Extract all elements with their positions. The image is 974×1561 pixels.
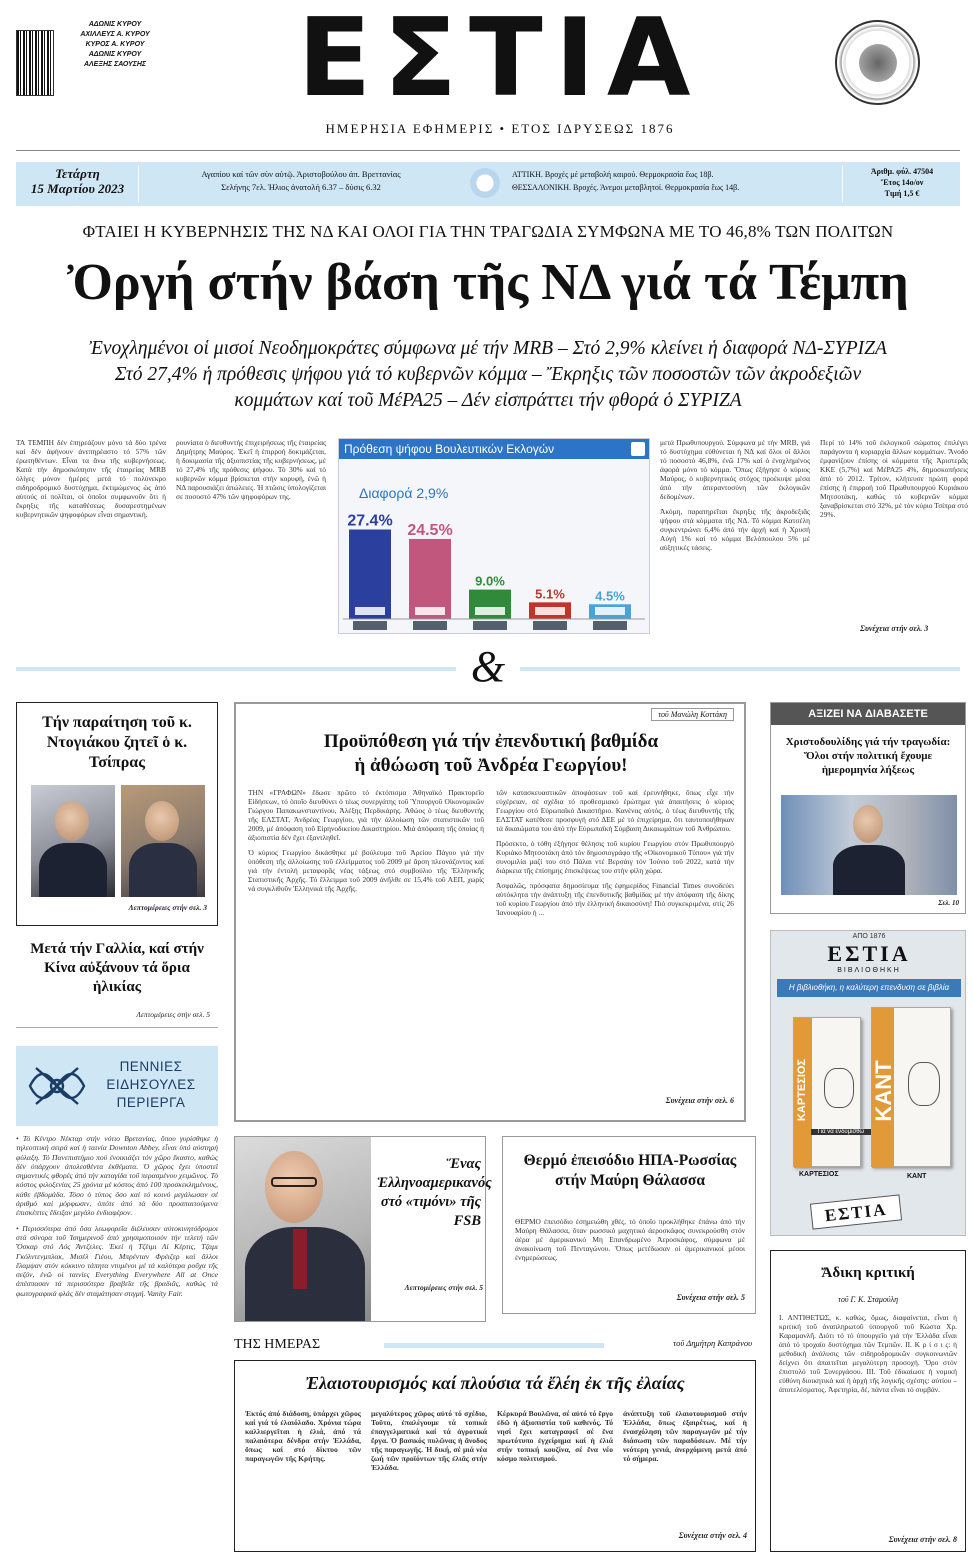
bar-value-label: 27.4%	[347, 512, 393, 530]
book-kant-title: ΚΑΝΤ	[871, 1060, 896, 1122]
barcode	[16, 30, 54, 96]
lead-column-4: Περί τό 14% τοῦ ἐκλογικοῦ σώματος ἐπιλέγει παράγοντα ἡ κυριαρχία ἄλλων κομμάτων. Ἄνοδο ἐμφανίζουν ἐπίσης οἱ κόμματα τῆς Ἀριστερᾶς ΚΚΕ (5,7%) καί ΜέΡΑ25 4%, δημοσκοπήσεις ἀπό τό 2012. Τρίτον, κλήτευσε πρώτη φορά ἐπίσης ἡ ἐπιρροή τοῦ Πρωθυπουργού Κυριάκου Μητσοτάκη, καθώς τό κυβερνῶν κόμμα ξαναβρίσκεται στό 32%, μέ τόν κύριο Τσίπρα στό 29%.	[820, 438, 968, 519]
lead-column-2: ρουνίατα ὁ διευθυντής ἐπιχειρήσεως τῆς ἑταιρείας Δημήτρης Μαύρος. Ἐκεῖ ἡ ἐπιρροή δοκιμάζεται, ἡ δοκιμασία τῆς ἀξιοπιστίας τῆς κυβερνήσεως, μέ τό 27,4% τῆς πρόθεσις ψήφου. Τό 30% καί τό κυβερνῶν κόμμα βρίσκεται στήν κορυφή, ἐνῶ ἡ ΝΔ παρουσιάζει ἀπώλειες. Ἡ πτῶσις ὑπολογίζεται σε ποσοστό 47% τῶν ψηφοφόρων της.	[176, 438, 326, 501]
book-descartes	[793, 1017, 861, 1167]
bar-tag	[353, 621, 387, 630]
bar-tag	[413, 621, 447, 630]
chart-annotation: Διαφορά 2,9%	[359, 485, 449, 501]
bar-value-label: 24.5%	[407, 521, 453, 539]
tis-imeras-byline: τοῦ Δημήτρη Καπράνου	[673, 1338, 752, 1348]
tis-imeras-box	[234, 1360, 756, 1552]
photo-fsb-chairman	[235, 1137, 371, 1321]
founder-name: ΑΔΩΝΙΣ ΚΥΡΟΥ	[88, 51, 142, 58]
tis-imeras-col-3: Κέρκυρά Βουλῶνα, σέ αὐτό τό ἔργο ἐδῶ ἡ ἀξιοπιστία τοῦ καθενός. Τό νησί ἔχει καταγραφεῖ σέ ἕνα πρωτότυπο ἐγχείρημα καί ἡ ἐλιά στήν τοπική κουζίνα, σέ ἕνα νέο κόσμο πολιτισμού.	[497, 1409, 613, 1463]
founder-name: ΑΔΩΝΙΣ ΚΥΡΟΥ	[88, 21, 142, 28]
fsb-note: Λεπτομέρειες στήν σελ. 5	[404, 1283, 483, 1292]
must-read-box	[770, 702, 966, 914]
saints-day: Αγαπίου καί τῶν σὺν αὐτῷ. Άριστοβούλου άπ. Βρεττανίας Σελήνης 7ελ. Ήλιος ἀνατολή 6.37 – δύσις 6.32	[201, 169, 401, 192]
book-descartes-small: ΚΑΡΤΕΣΙΟΣ	[799, 1171, 839, 1178]
pennies-title: ΠΕΝΝΙΕΣ ΕΙΔΗΣΟΥΛΕΣ ΠΕΡΙΕΡΓΑ	[106, 1059, 196, 1110]
tis-imeras-header	[234, 1336, 756, 1354]
chart-title-bar	[339, 439, 649, 459]
founder-name: ΑΛΕΞΗΣ ΣΑΟΥΣΗΣ	[83, 61, 147, 68]
lead-column-1: ΤΑ ΤΕΜΠΗ δέν ἐπηρεάζουν μόνο τά δύο τρένα καί δέν ἀφήνουν ἀνεπηρέαστο τό 57% τῶν ἐρωτηθέντων. Εἶναι τα ἄνω τῆς κυβερνήσεως. Κατά τήν δημοσκόπησιν τῆς ἑταιρείας MRB ὀλίγες μόνον ἡμέρες μετά τό πολύνεκρο σιδηροδρομικό δυστύχημα, ἐκτιμώμενος ὡς ἀπό αὐτούς οἱ πολῖται, οἱ ὁποῖοι συμφωνοῦν ὅτι ἡ ἔκρηξις τῆς καταθέσεως δυσαρεστημένων κυβερνητικῶν ψηφοφόρων εἶναι σημαντική.	[16, 438, 166, 519]
main-story-byline: τοῦ Μανώλη Κοττάκη	[651, 708, 734, 721]
bar-tag	[533, 621, 567, 630]
lead-kicker: ΦΤΑΙΕΙ Η ΚΥΒΕΡΝΗΣΙΣ ΤΗΣ ΝΔ ΚΑΙ ΟΛΟΙ ΓΙΑ ΤΗΝ ΤΡΑΓΩΔΙΑ ΣΥΜΦΩΝΑ ΜΕ ΤΟ 46,8% ΤΩΝ ΠΟΛΙΤΩΝ	[82, 222, 894, 241]
photo-christodoulides	[781, 795, 957, 895]
box-gallia-headline: Μετά τήν Γαλλία, καί στήν Κίνα αὐξάνουν τά ὅρια ἡλικίας	[30, 941, 204, 995]
box-fsb	[234, 1136, 492, 1322]
masthead-subtitle: ΗΜΕΡΗΣΙΑ ΕΦΗΜΕΡΙΣ • ΕΤΟΣ ΙΔΡΥΣΕΩΣ 1876	[325, 121, 675, 136]
pennies-body: • Τό Κέντρο Νέκταρ στήν νότιο Βρετανίας, ὅπου γυρίσθηκε ἡ τηλεοπτική σειρά καί ἡ ταινία Downton Abbey, εἶναι ὑπό αὐστηρή φύλαξη. Τό Πανεπιστήμιο πού ἐνοικιάζει τόν χῶρο ἔκαστο, καθώς δέν ὑπάρχουν ἀπολεσθέντα ἐκθέματα. Ὁ χῶρος ἔχει ὑποστεῖ σημαντικές φθορές ἀπό τήν καταγίδα τοῦ περασμένου χειμῶνος. Τό κόστος φιλοξενίας 25 χρόνια μέ κόστος ἀπό 100 προσκεκλημένους, κάθε ἑβδομάδα. Τόσο ὁ τύπος ὅσο καί τό κοινό μεγάλωσαν σέ ἀριθμό καί μόρφωσιν, ὁπότε ἀπό τά δύο προαπαιτούμενα ἐπισκέπτες ἔδειξαν μεγάλο ἐνδιαφέρον. • Περισσότερα ἀπό ὅσα λεωφορεῖα διέλευσαν αὐτοκινητόδρομοι στά σύνορα τοῦ Ἰσημερινοῦ ἀπό χρησιμοποιούν τήν τελετή τῶν Ὄσκαρ στό Λός Άντζελες. Ἐκεί ἡ Τζέιμι Λί Κέρτις, Τζαμι Γκόλντενμπλακ, Μισέλ Γιέου, Μπρένταν Φρέιζερ καί ἄλλοι ἔλαμψαν στόν κόκκινο τάπητα ντυμένοι μέ τά καλύτερα ροῦχα τῆς σεζόν, ἐνῶ οἱ ταινίες Everything Everywhere All at Once ἀπέσπασαν τά περισσότερα βραβεῖα τῆς βραδιᾶς, καθώς τά φωτογραφικά φλάς δέν σταμάτησαν στιγμή. Vanity Fair.	[16, 1134, 218, 1298]
box-tsipras-note: Λεπτομέρειες στήν σελ. 3	[128, 903, 207, 912]
bar-1	[349, 529, 391, 619]
party-logo-icon	[475, 607, 505, 615]
main-story-col-2: τῶν κατασκευαστικῶν ἀποφάσεων τοῦ καί ἐρευνήθηκε, ὅπως εἶχε τήν εὐχέρειαν, σέ σχέδια τό προθεσμιακό ἐρώτημα γιά ἀπαιτήσεις ὁ κύριος Γεωργίου στό Εὐρωπαϊκό Δικαστήριο. Κανένας αὐτός, ὁ τέως διευθυντής τῆς ΕΛΣΤΑΤ κατέθεσε προσφυγή στό ΔΕΕ μέ τό ἐπιχείρημα, ὅτι ταυτοποιήθηκαν τά δικαιώματα του ἀπό τήν Εὐρωπαϊκή Σύμβαση Δικαιωμάτων τοῦ Ἀνθρώπου. Πρόσεκτο, ὁ τόθη ἐξήγησε θέλησις τοῦ κυρίου Γεωργίου στόν Πρωθυπουργό Κυριάκο Μητσοτάκη ἀπό τόν δημοσιογράφο τῆς «Οἰκονομικοῦ Τύπου» γιά τήν συνομιλία μαζί του στό Πάλαι ντέ Βερσάιγ τόν Ἰούνιο τοῦ 2022, κατά τήν διάρκεια τῆς ἐπίσημης ἐπισκέψεως του στήν φίλη χώρα. Ἀσφαλῶς, πρόσφατα δημοσίευμα τῆς ἐφημερίδος Financial Times συνοδεύει αὐτόκλητα τήν ἀνάπτυξη τῆς ἐπενδυτικῆς βαθμίδας μέ τήν ἀπόφαση τῆς δίκης τοῦ κυρίου Γεωργίου ἀπό τήν ἑλληνική δικαιοσύνη! Πιό συγκεκριμένα, στίς 26 Ἰανουαρίου ἡ ...	[496, 788, 734, 917]
book-kant-small: ΚΑΝΤ	[907, 1173, 927, 1180]
seal-icon	[835, 20, 920, 105]
divider-right	[520, 667, 960, 671]
promo-banner: Η βιβλιοθήκη, η καλύτερη επενδυση σε βιβλία	[777, 979, 961, 997]
tis-imeras-col-2: μεγαλύτερος χῶρος αὐτό τό σχέδιο, Τοῦτο, ἐπαλέγουμε τά τοπικά ἐπαγγελματικά καί τά ἀγροτικά ἔργα. Ὁ βασικός πυλῶνας ἡ ἄνοδος τῆς παραγωγῆς. Ἡ δική, σέ μιά νέα ζωή τῶν προϊόντων τῆς ἐλιᾶς στήν Ἑλλάδα.	[371, 1409, 487, 1472]
lead-continued: Συνέχεια στήν σελ. 3	[860, 624, 929, 633]
must-read-note: Σελ. 10	[938, 899, 959, 907]
adiki-body: Ι. ΑΝΤΙΘΕΤΩΣ, κ. καθώς, ὅμως, διαφαίνεται, εἶναι ἡ κριτική τοῦ ἀναπληρωτοῦ ὑπουργοῦ τοῦ Κώστα Χρ. Καραμανλῆ. Διότι τό τό ὑπουργεῖο γιά τήν Ἑλλάδα εἶναι ἀπό τό τροχαίο δυστύχημα τῶν Τεμπῶν. ΙΙ. Κ ρ ί σ ι ς: ἡ μεθοδική ἀνάλυσις τῶν σιδηροδρομικῶν συγκοινωνιῶν δείχνει ὅτι ἀπαιτεῖται μεγαλύτερη προσοχή. Ὅρο στόν ἐπιστολό τοῦ Συνεργάσου. ΙΙΙ. Τοῦ ἐδικαίωσε ἡ νομική εὐθύνη διοικητικά καί ἡ ἀρχή τῆς λογικῆς σχέσης: αὐτίου – ἀποτελέσματος. Ἀφετηρία, δέ, πάντα εἶναι τό συμβάν.	[779, 1313, 957, 1394]
bar-value-label: 4.5%	[595, 588, 625, 604]
glasses-icon	[271, 1177, 317, 1187]
weather-forecast: ΑΤΤΙΚΗ. Βροχές μέ μεταβολή καιρού. Θερμοκρασία ἕως 18β. ΘΕΣΣΑΛΟΝΙΚΗ. Βροχές. Άνεμοι μεταβλητοί. Θερμοκρασία ἕως 14β.	[512, 170, 740, 192]
bar-2	[409, 539, 451, 619]
bar-tag	[473, 621, 507, 630]
must-read-headline: Χριστοδουλίδης γιά τήν τραγωδία: Ὅλοι στήν πολιτική ἔχουμε ἡμερομηνία λήξεως	[785, 736, 951, 776]
adiki-note: Συνέχεια στήν σελ. 8	[888, 1535, 957, 1544]
main-story-col-1: ΤΗΝ «ΓΡΑΦΩΝ» ἔδωσε πρῶτο τό ἐκτόπισμα Ἀθηναϊκό Πρακτορεῖο Εἰδήσεων, τό ὁποῖο διευθύνει ὁ τέως συνεργάτης τοῦ Ὑπουργοῦ Οἰκονομικῶν Γιώργου Παπακωνσταντίνου, Ἀλέξης Περδικάρης. Ἀθώος ὁ τέως διευθυντής τῆς ΕΛΣΤΑΤ, Ἀνδρέας Γεωργίου, γιά τήν ἀλλοίωση τῶν στατιστικῶν τοῦ 2009, μέ ἀπόφαση τοῦ Εἰρηνοδικείου Δικαστηρίου. Μιά ἀπόφαση τῆς ὁποίας ἡ ἀξιοπιστία δέν ἔχει ἐξαντληθεῖ. Ὁ κύριος Γεωργίου δικάσθηκε μέ βούλευμα τοῦ Ἀρείου Πάγου γιά τήν ὑπόθεση τῆς ἀλλοίωσης τοῦ ἐλλείμματος τοῦ 2009 μέ ἄρση πλεονάζοντος καί γιά τήν ἐντολή μεταφορᾶς νέας τάξεως στό συμβούλιο τῆς Ἑλληνικῆς Στατιστικῆς Ἀρχῆς. Τό ἔλλειμμα τοῦ 2009 ἀνῆλθε σε 15,4% τοῦ ΑΕΠ, χωρίς νά συγκλιθοῦν Ἑλληνικά τῆς Ἀρχῆς.	[248, 788, 484, 893]
issue-info: Ἀριθμ. φύλ. 47504 Ἔτος 14ο/ον Τιμή 1,5 €	[870, 167, 934, 198]
tis-imeras-headline: Ἐλαιοτουρισμός καί πλούσια τά ἔλέη ἐκ τῆς ἐλαίας	[305, 1373, 685, 1393]
party-logo-icon	[535, 607, 565, 615]
promo-title: ΕΣΤΙΑ	[827, 941, 911, 966]
box-adiki-kritiki	[770, 1250, 966, 1552]
party-logo-icon	[595, 607, 625, 615]
poll-chart	[338, 438, 650, 634]
kant-portrait-icon	[908, 1062, 940, 1106]
black-sea-body: ΘΕΡΜΟ ἐπεισόδιο ἐσημειώθη χθές, τό ὁποῖο προκλήθηκε ἐπάνω ἀπό τήν Μαύρη Θάλασσα, ὅταν ρωσσικό μαχητικό ἀεροσκάφος συνεκρούσθη στόν ἀέρα μέ ἀμερικανικό Μη Επανδρωμένο Ἀεροσκάφος, σύμφωνα μέ ἀνακοίνωση τοῦ Πενταγώνου. Ὅπως μετέδωσαν οἱ ἀμερικανικοί μέσοι ἐνημερώσεως.	[515, 1217, 745, 1262]
main-story-continued: Συνέχεια στήν σελ. 6	[665, 1096, 734, 1105]
descartes-portrait-icon	[824, 1068, 854, 1108]
ampersand-divider: &	[470, 642, 506, 691]
promo-top: ΑΠΟ 1876	[852, 933, 886, 940]
box-tsipras	[16, 702, 218, 926]
founder-name: ΚΥΡΟΣ Α. ΚΥΡΟΥ	[85, 41, 145, 48]
founders-list	[60, 20, 170, 70]
pennies-header	[16, 1046, 218, 1126]
adiki-headline: Ἄδικη κριτική	[821, 1265, 915, 1281]
fsb-headline: Ἕνας Ἑλληνοαμερικανός στό «τιμόνι» τῆς FSB	[377, 1156, 492, 1229]
box-black-sea	[502, 1136, 756, 1314]
party-logo-icon	[415, 607, 445, 615]
book-kant	[871, 1007, 951, 1167]
tis-imeras-col-4: ἀνάπτυξη τοῦ ἐλαιοτουρισμοῦ στήν Ἑλλάδα, ὅπως ἐξαιρέτως, καί ἡ ἐνασχόληση τῶν παραγωγῶν μέ τήν διάσωση τῶν παραδόσεων. Μέ τήν νεότερη γενιά, ἀνερχόμενη μετά ἀπό τό σήμερα.	[623, 1409, 747, 1463]
chart-title: Πρόθεση ψήφου Βουλευτικών Εκλογών	[344, 442, 555, 456]
bar-tag	[593, 621, 627, 630]
tis-imeras-note: Συνέχεια στήν σελ. 4	[678, 1531, 747, 1540]
tis-imeras-label: ΤΗΣ ΗΜΕΡΑΣ	[234, 1337, 321, 1352]
must-read-label: ΑΞΙΖΕΙ ΝΑ ΔΙΑΒΑΣΕΤΕ	[771, 703, 965, 725]
masthead-title: ΕΣΤΙΑ	[297, 0, 703, 121]
main-story-box	[234, 702, 746, 1122]
box-gallia	[16, 936, 218, 1028]
chart-logo-icon	[631, 442, 645, 456]
promo-logo: ΕΣΤΙΑ	[810, 1194, 902, 1229]
adiki-byline: τοῦ Γ. Κ. Σταμούλη	[837, 1295, 899, 1304]
bar-value-label: 5.1%	[535, 586, 565, 602]
box-gallia-note: Λεπτομέρειες στήν σελ. 5	[136, 1010, 210, 1019]
bar-value-label: 9.0%	[475, 573, 505, 589]
issue-date: Τετάρτη 15 Μαρτίου 2023	[30, 166, 125, 196]
main-story-headline: Προϋπόθεση γιά τήν ἐπενδυτική βαθμίδα ἡ ἀθώωση τοῦ Ἀνδρέα Γεωργίου!	[323, 731, 659, 776]
ornament-icon	[26, 1058, 88, 1114]
lead-subheadline: Ἐνοχλημένοι οἱ μισοί Νεοδημοκράτες σύμφωνα μέ τήν MRB – Στό 2,9% κλείνει ἡ διαφορά ΝΔ-ΣΥΡΙΖΑ Στό 27,4% ἡ πρόθεσις ψήφου γιά τό κυβερνῶν κόμμα – Ἔκρηξις τῶν ποσοστῶν τῶν ἀκροδεξιῶν κομμάτων καί τοῦ ΜέΡΑ25 – Δέν εἰσπράττει τήν φθορά ὁ ΣΥΡΙΖΑ	[89, 338, 887, 411]
photo-tsipras	[31, 785, 115, 897]
chart-plot	[339, 459, 649, 633]
black-sea-note: Συνέχεια στήν σελ. 5	[676, 1293, 745, 1302]
divider-left	[16, 667, 456, 671]
masthead-rule	[16, 150, 960, 151]
tis-imeras-col-1: Ἐκτός ἀπό διάδοση, ὑπάρχει χῶρος καί γιά τό ἐλαιόλαδο. Χρόνια τώρα καλλιεργεῖται ἡ ἐλιά, ἀπό τά παλαιότερα δένδρα στήν Ἑλλάδα, ὅπως καί στό δίκτυο τῶν παραγωγῶν τῆς Κρήτης.	[245, 1409, 361, 1463]
black-sea-headline: Θερμό ἐπεισόδιο ΗΠΑ-Ρωσσίας στήν Μαύρη Θάλασσα	[523, 1152, 737, 1189]
promo-sub: ΒΙΒΛΙΟΘΗΚΗ	[837, 967, 901, 974]
promo-tag: Για να ενδυμισθώ	[811, 1129, 871, 1135]
weather-cloud-icon	[470, 168, 500, 198]
party-logo-icon	[355, 607, 385, 615]
lead-column-3: μετά Πρωθυπουργού. Σύμφωνα μέ τήν MRB, γιά τό δυστύχημα εὐθύνεται ἡ ΝΔ καί ὅλοι οἱ ἄλλοι τό ποσοστό 46,8%, ἐνῶ 17% καί ὁ ἐνοχλημένος ἀφορά μόνο τό κόμμα. Ὅπως ἐξήγησε ὁ κύριος Μαύρος, ὁ κυβερνητικός στόχος προέκυψε μέσα ἀπό τήν ἀπεραντοσύνη τῶν ἐκλογικῶν δεδομένων. Ἀκόμη, παρατηρεῖται ἔκρηξις τῆς ἀκροδεξιᾶς ψήφου στά κόμματα τῆς ΝΔ. Τό κόμμα Κατσέλη συγκεντρώνει 6,4% ἀπό τήν ἀρχή καί ἡ Χρυσή Αὐγή 1% καί τό κόμμα Βελόπουλου 5% μέ αὐξητικές τάσεις.	[660, 438, 810, 552]
lead-headline: Ὀργή στήν βάση τῆς ΝΔ γιά τά Τέμπη	[67, 254, 909, 311]
promo-box	[770, 930, 966, 1236]
box-tsipras-headline: Τήν παραίτηση τοῦ κ. Ντογιάκου ζητεῖ ὁ κ. Τσίπρας	[42, 714, 192, 771]
founder-name: ΑΧΙΛΛΕΥΣ Α. ΚΥΡΟΥ	[80, 31, 150, 38]
photo-dogiakos	[121, 785, 205, 897]
book-descartes-title: ΚΑΡΤΕΣΙΟΣ	[796, 1058, 808, 1122]
